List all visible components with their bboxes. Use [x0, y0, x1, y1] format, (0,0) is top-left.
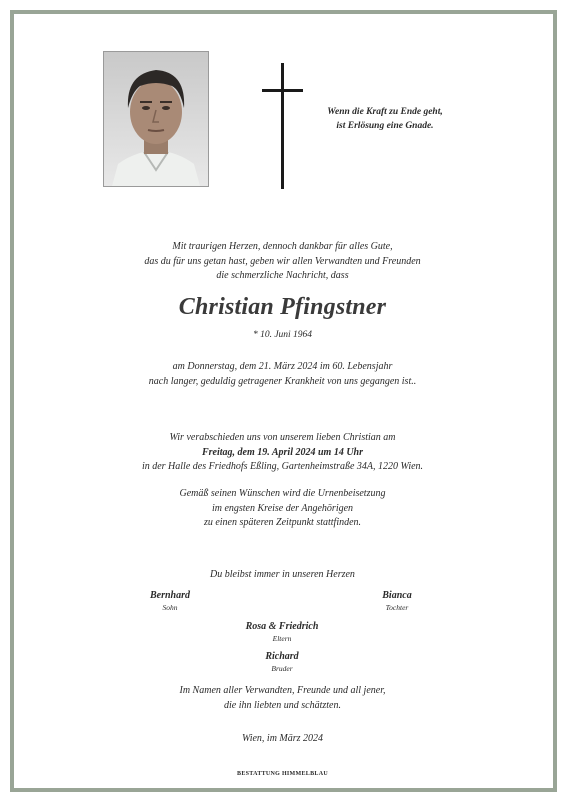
mourner-name: Bianca	[382, 590, 412, 601]
funeral-info	[0, 431, 565, 475]
intro-line: Mit traurigen Herzen, dennoch dankbar für alles Gute,	[172, 241, 393, 252]
intro-text	[0, 240, 565, 284]
closing-line: Im Namen aller Verwandten, Freunde und all jener,	[179, 685, 386, 696]
portrait-photo	[103, 51, 209, 187]
mourner-parents	[207, 621, 357, 645]
closing-line: die ihn liebten und schätzten.	[224, 700, 341, 711]
mourner-relation: Sohn	[162, 603, 178, 612]
deceased-name: Christian Pfingstner	[178, 294, 387, 320]
death-line: nach langer, geduldig getragener Krankheit von uns gegangen ist..	[148, 375, 417, 387]
mourner-name: Richard	[265, 651, 299, 662]
funeral-location: in der Halle des Friedhofs Eßling, Gartenheimstraße 34A, 1220 Wien.	[141, 461, 424, 472]
mourner-bernhard	[135, 590, 205, 614]
wishes-line: im engsten Kreise der Angehörigen	[211, 502, 354, 514]
mourner-relation: Eltern	[272, 634, 292, 643]
mourner-relation: Tochter	[385, 603, 409, 612]
intro-line: die schmerzliche Nachricht, dass	[216, 270, 349, 281]
quote-line: ist Erlösung eine Gnade.	[336, 121, 434, 131]
wishes-line: zu einen späteren Zeitpunkt stattfinden.	[203, 517, 362, 528]
undertaker-name: BESTATTUNG HIMMELBLAU	[237, 771, 328, 777]
place-date: Wien, im März 2024	[241, 733, 324, 744]
intro-line: das du für uns getan hast, geben wir allen Verwandten und Freunden	[144, 255, 421, 267]
mourner-relation: Bruder	[271, 664, 293, 673]
quote-line: Wenn die Kraft zu Ende geht,	[327, 107, 443, 117]
quote	[310, 105, 460, 133]
funeral-date: Freitag, dem 19. April 2024 um 14 Uhr	[201, 446, 364, 458]
urn-burial-note	[0, 487, 565, 531]
funeral-intro: Wir verabschieden uns von unserem lieben Christian am	[169, 432, 396, 443]
birth-date: * 10. Juni 1964	[252, 330, 313, 340]
closing-text	[0, 683, 565, 713]
mourner-richard	[247, 651, 317, 675]
death-notice	[0, 360, 565, 389]
mourner-name: Bernhard	[149, 590, 190, 601]
cross-icon	[262, 63, 303, 189]
remembrance-line: Du bleibst immer in unseren Herzen	[210, 569, 355, 580]
mourner-name: Rosa & Friedrich	[245, 621, 319, 632]
death-line: am Donnerstag, dem 21. März 2024 im 60. Lebensjahr	[172, 361, 393, 372]
wishes-line: Gemäß seinen Wünschen wird die Urnenbeisetzung	[179, 488, 386, 499]
mourner-bianca	[362, 590, 432, 614]
